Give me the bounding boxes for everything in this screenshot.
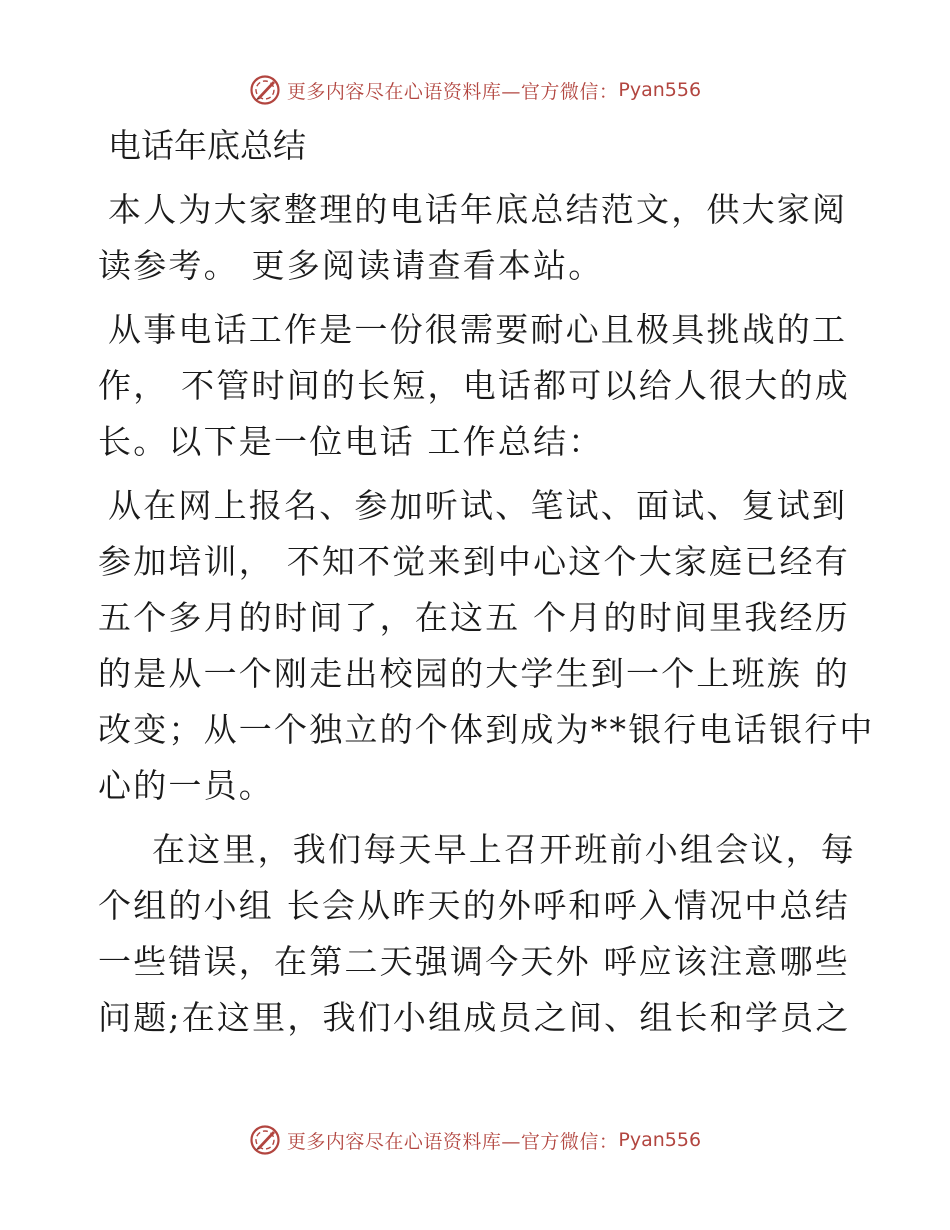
brand-logo-icon [249, 74, 281, 106]
document-title: 电话年底总结 [108, 126, 306, 165]
footer-banner [0, 1120, 950, 1160]
banner-wechat-id: Pyan556 [618, 1129, 702, 1151]
paragraph [98, 182, 848, 294]
paragraph-line: 五个多月的时间了，在这五 个月的时间里我经历 [98, 598, 850, 637]
paragraph-line: 从事电话工作是一份很需要耐心且极具挑战的工 [108, 310, 848, 349]
paragraph-line: 从在网上报名、参加听试、笔试、面试、复试到 [108, 486, 848, 525]
banner-text: 更多内容尽在心语资料库—官方微信： [286, 1130, 619, 1153]
paragraph-line: 的是从一个刚走出校园的大学生到一个上班族 的 [98, 654, 850, 693]
paragraph [98, 478, 875, 814]
paragraph [98, 302, 850, 470]
brand-logo-icon [249, 1124, 281, 1156]
paragraph-line: 问题;在这里，我们小组成员之间、组长和学员之 [98, 998, 851, 1037]
paragraph-line: 心的一员。 [98, 766, 274, 805]
paragraph-line: 本人为大家整理的电话年底总结范文，供大家阅 [108, 190, 848, 229]
paragraph-line: 一些错误，在第二天强调今天外 呼应该注意哪些 [98, 942, 850, 981]
paragraph-line: 作， 不管时间的长短，电话都可以给人很大的成 [98, 366, 850, 405]
paragraph [98, 822, 856, 1046]
paragraph-line: 长。以下是一位电话 工作总结： [98, 422, 604, 461]
paragraph-line: 改变；从一个独立的个体到成为**银行电话银行中 [98, 710, 875, 749]
banner-text: 更多内容尽在心语资料库—官方微信： [286, 80, 619, 103]
banner-wechat-id: Pyan556 [618, 79, 702, 101]
paragraph-line: 读参考。 更多阅读请查看本站。 [98, 246, 604, 285]
paragraph-list [98, 182, 875, 1046]
paragraph-line: 个组的小组 长会从昨天的外呼和呼入情况中总结 [98, 886, 850, 925]
paragraph-line: 参加培训， 不知不觉来到中心这个大家庭已经有 [98, 542, 850, 581]
header-banner [0, 70, 950, 110]
paragraph-line: 在这里，我们每天早上召开班前小组会议，每 [152, 830, 856, 869]
document-body [98, 118, 875, 1046]
